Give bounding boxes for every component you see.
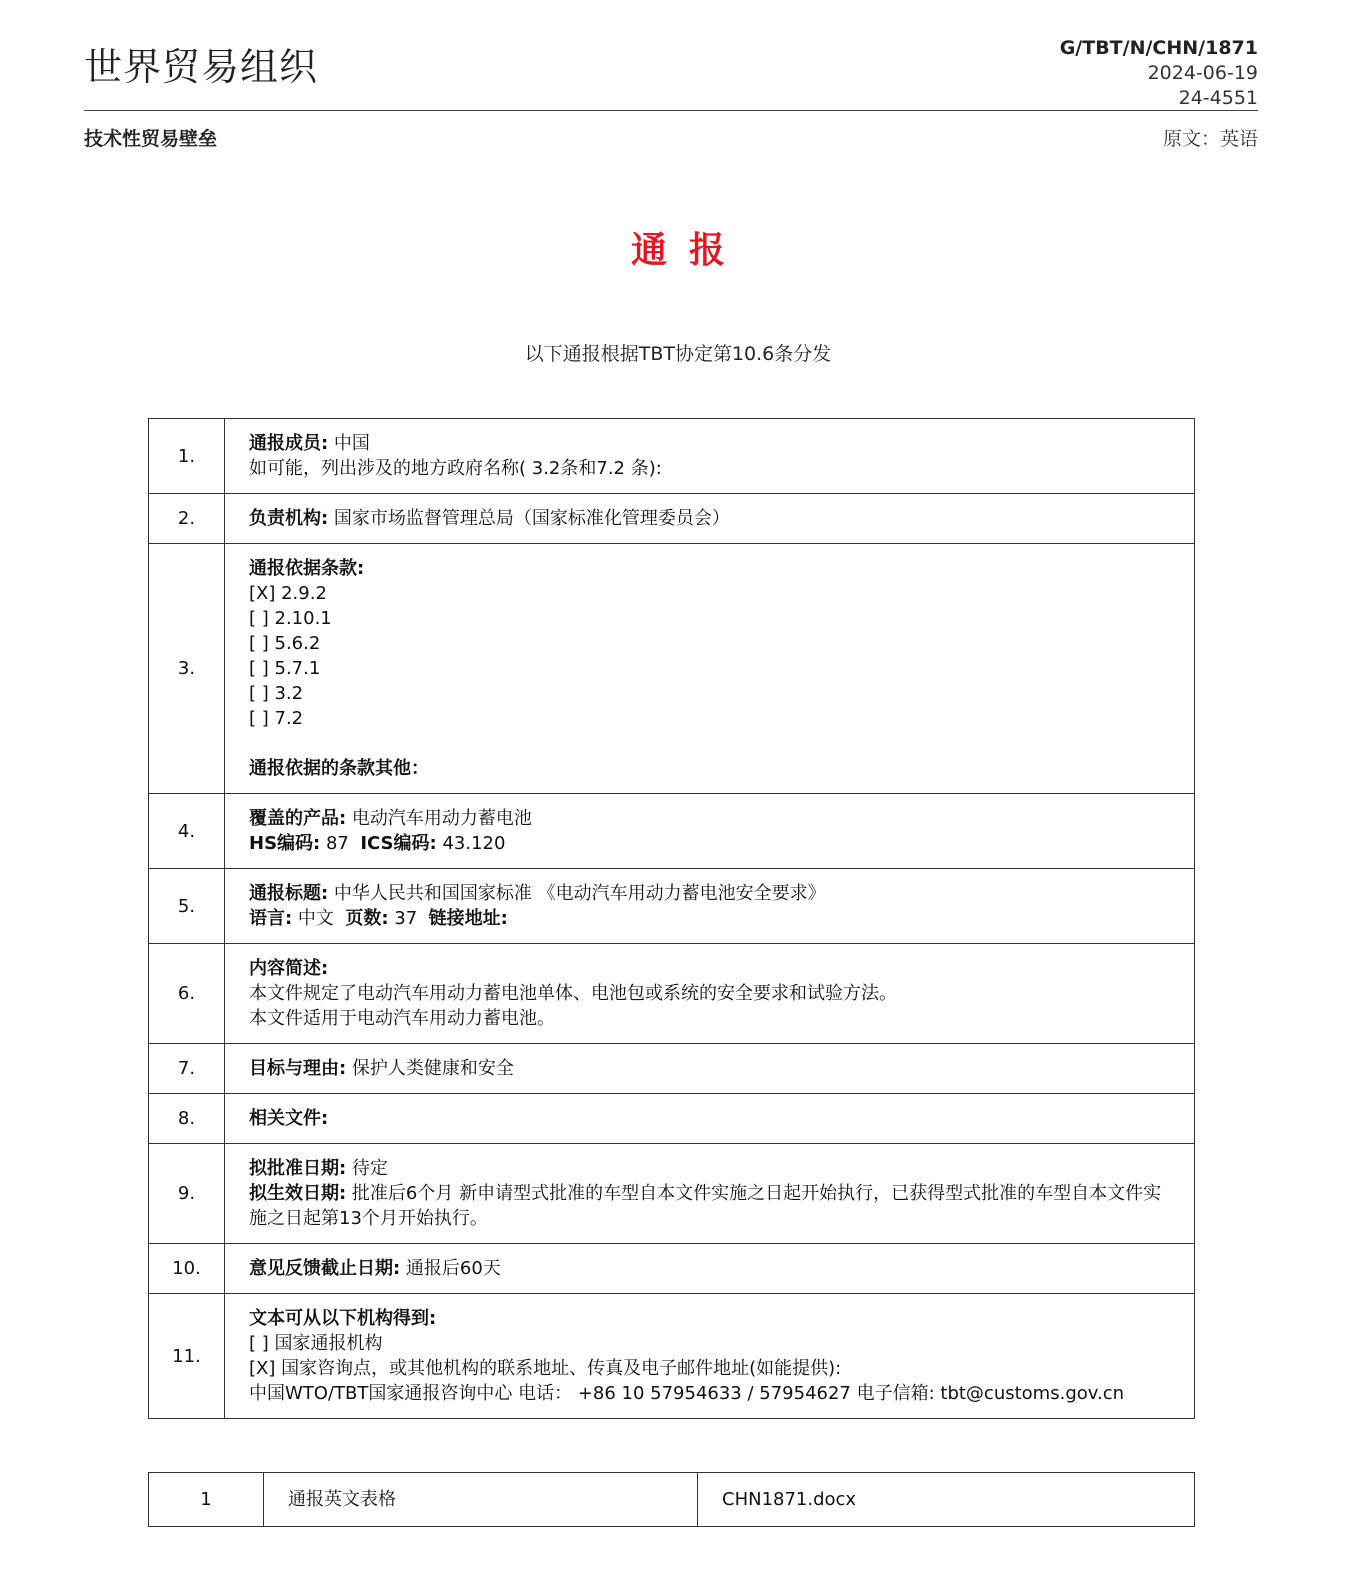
field-value: 电动汽车用动力蓄电池 — [346, 807, 532, 829]
attachment-name: 通报英文表格 — [264, 1473, 698, 1527]
header-divider — [84, 110, 1258, 111]
row-number: 9. — [149, 1144, 225, 1244]
field-label: HS编码: — [249, 832, 321, 854]
field-value: 保护人类健康和安全 — [346, 1057, 514, 1079]
table-row — [149, 1144, 1195, 1244]
row-number: 11. — [149, 1294, 225, 1419]
field-label: 通报依据的条款其他： — [249, 757, 429, 779]
field-label: 负责机构: — [249, 507, 329, 529]
field-label: 覆盖的产品: — [249, 807, 347, 829]
description-line: 本文件规定了电动汽车用动力蓄电池单体、电池包或系统的安全要求和试验方法。 — [249, 982, 897, 1004]
field-value: 中国 — [328, 432, 370, 454]
row-content — [225, 1144, 1195, 1244]
field-label: ICS编码: — [360, 832, 437, 854]
document-number: 24-4551 — [1178, 87, 1258, 109]
article-option: [ ] 2.10.1 — [249, 607, 332, 629]
row-content — [225, 944, 1195, 1044]
organization-title: 世界贸易组织 — [84, 45, 319, 89]
row-number: 8. — [149, 1094, 225, 1144]
committee-name: 技术性贸易壁垒 — [84, 128, 218, 150]
table-row — [149, 944, 1195, 1044]
row-number: 7. — [149, 1044, 225, 1094]
field-value: 43.120 — [436, 832, 506, 854]
contact-info: 中国WTO/TBT国家通报咨询中心 电话： +86 10 57954633 / 57954627 电子信箱: tbt@customs.gov.cn — [249, 1382, 1125, 1404]
field-value: 待定 — [346, 1157, 388, 1179]
row-content — [225, 544, 1195, 794]
row-content — [225, 1294, 1195, 1419]
table-row — [149, 544, 1195, 794]
notice-heading: 通报 — [630, 230, 747, 271]
document-date: 2024-06-19 — [1147, 62, 1258, 84]
field-label: 页数: — [345, 907, 389, 929]
field-label: 目标与理由: — [249, 1057, 347, 1079]
table-row — [149, 1044, 1195, 1094]
field-value: 中华人民共和国国家标准 《电动汽车用动力蓄电池安全要求》 — [328, 882, 826, 904]
field-label: 语言: — [249, 907, 293, 929]
field-label: 内容简述: — [249, 957, 329, 979]
field-label: 通报标题: — [249, 882, 329, 904]
row-content — [225, 494, 1195, 544]
field-note: 如可能，列出涉及的地方政府名称( 3.2条和7.2 条): — [249, 457, 662, 479]
field-label: 通报依据条款: — [249, 557, 365, 579]
row-number: 6. — [149, 944, 225, 1044]
article-option: [ ] 5.7.1 — [249, 657, 321, 679]
row-number: 10. — [149, 1244, 225, 1294]
table-row — [149, 1094, 1195, 1144]
table-row — [149, 494, 1195, 544]
spacer — [249, 731, 1170, 756]
notification-table — [148, 418, 1195, 1419]
field-value: 国家市场监督管理总局（国家标准化管理委员会） — [328, 507, 730, 529]
row-content — [225, 1094, 1195, 1144]
row-number: 2. — [149, 494, 225, 544]
field-label: 拟生效日期: — [249, 1182, 347, 1204]
table-row — [149, 1244, 1195, 1294]
article-option: [ ] 5.6.2 — [249, 632, 321, 654]
field-label: 文本可从以下机构得到: — [249, 1307, 437, 1329]
original-language: 原文：英语 — [1162, 128, 1258, 150]
row-content — [225, 794, 1195, 869]
source-option: [ ] 国家通报机构 — [249, 1332, 383, 1354]
field-value: 通报后60天 — [400, 1257, 501, 1279]
field-value: 87 — [320, 832, 361, 854]
field-label: 通报成员: — [249, 432, 329, 454]
table-row — [149, 1294, 1195, 1419]
row-number: 4. — [149, 794, 225, 869]
row-content — [225, 1244, 1195, 1294]
article-option: [X] 2.9.2 — [249, 582, 327, 604]
row-number: 3. — [149, 544, 225, 794]
attachments-table — [148, 1472, 1195, 1527]
table-row — [149, 419, 1195, 494]
description-line: 本文件适用于电动汽车用动力蓄电池。 — [249, 1007, 555, 1029]
field-value: 中文 — [292, 907, 346, 929]
table-row — [149, 794, 1195, 869]
field-value: 批准后6个月 新申请型式批准的车型自本文件实施之日起开始执行，已获得型式批准的车型自本文件实施之日起第13个月开始执行。 — [249, 1182, 1162, 1229]
row-number: 5. — [149, 869, 225, 944]
table-row — [149, 1473, 1195, 1527]
attachment-number: 1 — [149, 1473, 264, 1527]
field-label: 意见反馈截止日期: — [249, 1257, 401, 1279]
row-content — [225, 419, 1195, 494]
row-content — [225, 1044, 1195, 1094]
source-option: [X] 国家咨询点，或其他机构的联系地址、传真及电子邮件地址(如能提供): — [249, 1357, 842, 1379]
article-option: [ ] 3.2 — [249, 682, 304, 704]
distribution-note: 以下通报根据TBT协定第10.6条分发 — [524, 343, 832, 365]
article-option: [ ] 7.2 — [249, 707, 304, 729]
field-label: 链接地址: — [428, 907, 508, 929]
field-label: 相关文件: — [249, 1107, 329, 1129]
row-content — [225, 869, 1195, 944]
document-meta — [1060, 36, 1258, 111]
field-label: 拟批准日期: — [249, 1157, 347, 1179]
table-row — [149, 869, 1195, 944]
field-value: 37 — [388, 907, 429, 929]
document-symbol: G/TBT/N/CHN/1871 — [1059, 37, 1258, 59]
attachment-file-link[interactable]: CHN1871.docx — [698, 1473, 1195, 1527]
row-number: 1. — [149, 419, 225, 494]
